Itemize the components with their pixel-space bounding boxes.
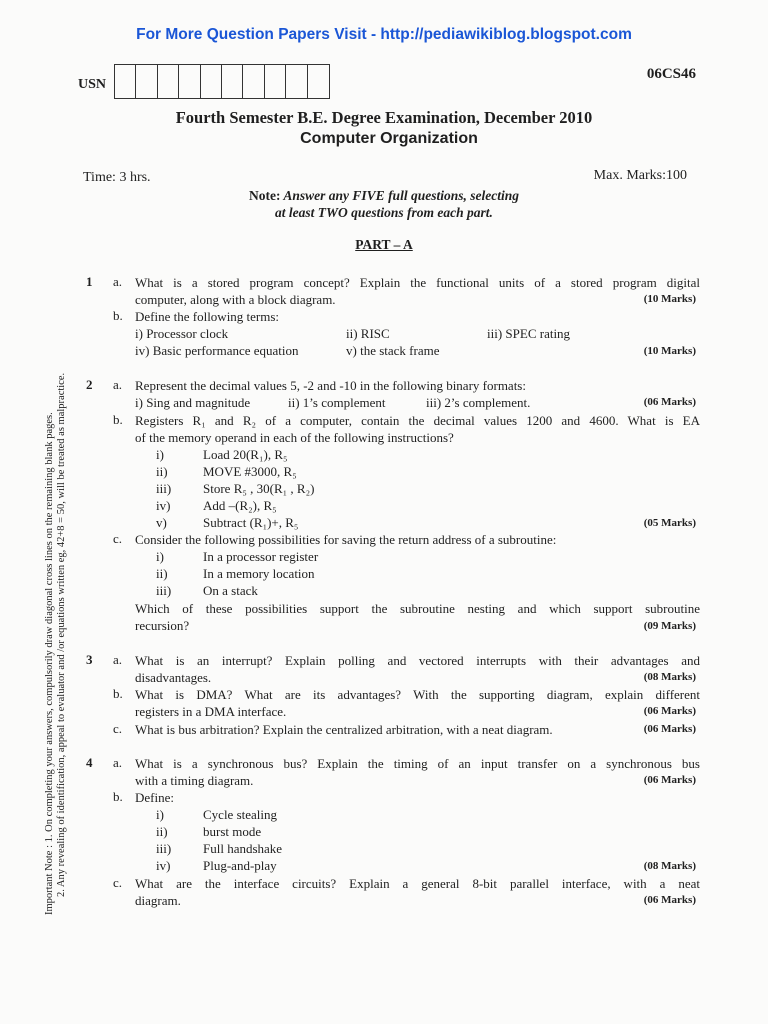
time-allowed: Time: 3 hrs.: [83, 170, 151, 185]
instruction-item: MOVE #3000, R₅: [203, 464, 297, 479]
question-text: Registers R₁ and R₂ of a computer, contain the decimal values 1200 and 4600. What is EA: [135, 413, 700, 428]
term-item: iv) Basic performance equation: [135, 343, 299, 358]
marks-label: (06 Marks): [643, 705, 696, 717]
note-line-1: Answer any FIVE full questions, selecting: [283, 188, 519, 203]
question-text: Consider the following possibilities for saving the return address of a subroutine:: [135, 532, 557, 547]
usn-box: [179, 65, 200, 98]
question-text: Define the following terms:: [135, 309, 280, 324]
sub-question-label: c.: [113, 721, 123, 736]
item-number: ii): [156, 824, 168, 839]
question-text: disadvantages.: [135, 670, 212, 685]
usn-label: USN: [78, 77, 107, 92]
question-text: Which of these possibilities support the subroutine nesting and which support subroutine: [135, 601, 700, 616]
sub-question-label: a.: [113, 652, 123, 667]
term-item: Plug-and-play: [203, 858, 277, 873]
marks-label: (06 Marks): [643, 723, 696, 735]
side-note-line-2: 2. Any revealing of identification, appeal to evaluator and /or equations written eg, 42+8 = 50, will be treated as malpractice.: [56, 372, 67, 897]
sub-question-label: c.: [113, 531, 123, 546]
marks-label: (06 Marks): [643, 396, 696, 408]
item-number: i): [156, 447, 164, 462]
term-item: v) the stack frame: [346, 343, 440, 358]
usn-box: [243, 65, 264, 98]
note-label: Note:: [249, 188, 281, 203]
option-item: In a memory location: [203, 566, 315, 581]
usn-box: [115, 65, 136, 98]
instructions-note: [0, 187, 768, 221]
question-text: registers in a DMA interface.: [135, 704, 287, 719]
subject-title: Computer Organization: [300, 130, 478, 147]
marks-label: (06 Marks): [643, 774, 696, 786]
question-number: 4: [86, 755, 93, 770]
usn-box: [158, 65, 179, 98]
term-item: Cycle stealing: [203, 807, 278, 822]
sub-question-label: b.: [113, 308, 123, 323]
sub-question-label: a.: [113, 377, 123, 392]
sub-question-label: b.: [113, 789, 123, 804]
item-number: v): [156, 515, 167, 530]
question-text: of the memory operand in each of the following instructions?: [135, 430, 454, 445]
marks-label: (10 Marks): [643, 293, 696, 305]
marks-label: (08 Marks): [643, 671, 696, 683]
sub-question-label: c.: [113, 875, 123, 890]
item-number: iii): [156, 583, 172, 598]
question-number: 1: [86, 274, 93, 289]
format-item: ii) 1’s complement: [288, 395, 386, 410]
term-item: ii) RISC: [346, 326, 390, 341]
question-text: What are the interface circuits? Explain a general 8-bit parallel interface, with a neat: [135, 876, 700, 891]
item-number: iv): [156, 858, 171, 873]
term-item: burst mode: [203, 824, 262, 839]
item-number: i): [156, 807, 164, 822]
usn-box: [201, 65, 222, 98]
usn-boxes: [114, 64, 330, 99]
subject-code: 06CS46: [646, 66, 696, 82]
question-text: Define:: [135, 790, 174, 805]
exam-title: Fourth Semester B.E. Degree Examination, December 2010: [175, 108, 593, 127]
usn-box: [222, 65, 243, 98]
question-text: recursion?: [135, 618, 190, 633]
item-number: iii): [156, 481, 172, 496]
question-text: What is bus arbitration? Explain the centralized arbitration, with a neat diagram.: [135, 722, 553, 737]
item-number: ii): [156, 464, 168, 479]
item-number: ii): [156, 566, 168, 581]
item-number: iii): [156, 841, 172, 856]
instruction-item: Store R₅ , 30(R₁ , R₂): [203, 481, 315, 496]
sub-question-label: b.: [113, 412, 123, 427]
instruction-item: Load 20(R₁), R₅: [203, 447, 288, 462]
term-item: i) Processor clock: [135, 326, 229, 341]
side-important-note: [44, 373, 68, 915]
instruction-item: Add –(R₂), R₅: [203, 498, 277, 513]
max-marks: Max. Marks:100: [593, 168, 687, 183]
question-text: What is DMA? What are its advantages? With the supporting diagram, explain different: [135, 687, 700, 702]
term-item: Full handshake: [203, 841, 283, 856]
question-text: with a timing diagram.: [135, 773, 254, 788]
marks-label: (08 Marks): [643, 860, 696, 872]
instruction-item: Subtract (R₁)+, R₅: [203, 515, 299, 530]
usn-box: [136, 65, 157, 98]
usn-box: [286, 65, 307, 98]
sub-question-label: a.: [113, 274, 123, 289]
marks-label: (10 Marks): [643, 345, 696, 357]
usn-box: [265, 65, 286, 98]
side-note-line-1: Important Note : 1. On completing your answers, compulsorily draw diagonal cross lines on the remaining blank pages.: [44, 412, 55, 915]
question-text: computer, along with a block diagram.: [135, 292, 336, 307]
question-text: Represent the decimal values 5, -2 and -10 in the following binary formats:: [135, 378, 526, 393]
question-text: What is a synchronous bus? Explain the timing of an input transfer on a synchronous bus: [135, 756, 700, 771]
usn-box: [308, 65, 329, 98]
part-a-heading: PART – A: [355, 237, 413, 252]
marks-label: (06 Marks): [643, 894, 696, 906]
marks-label: (05 Marks): [643, 517, 696, 529]
option-item: On a stack: [203, 583, 258, 598]
item-number: iv): [156, 498, 171, 513]
sub-question-label: a.: [113, 755, 123, 770]
question-text: diagram.: [135, 893, 181, 908]
format-item: iii) 2’s complement.: [426, 395, 531, 410]
website-banner: For More Question Papers Visit - http://pediawikiblog.blogspot.com: [136, 26, 632, 43]
sub-question-label: b.: [113, 686, 123, 701]
format-item: i) Sing and magnitude: [135, 395, 251, 410]
question-text: What is a stored program concept? Explain the functional units of a stored program digital: [135, 275, 700, 290]
note-line-2: at least TWO questions from each part.: [275, 205, 493, 220]
item-number: i): [156, 549, 164, 564]
question-number: 3: [86, 652, 93, 667]
marks-label: (09 Marks): [643, 620, 696, 632]
term-item: iii) SPEC rating: [487, 326, 571, 341]
question-text: What is an interrupt? Explain polling and vectored interrupts with their advantages and: [135, 653, 700, 668]
option-item: In a processor register: [203, 549, 319, 564]
question-number: 2: [86, 377, 93, 392]
